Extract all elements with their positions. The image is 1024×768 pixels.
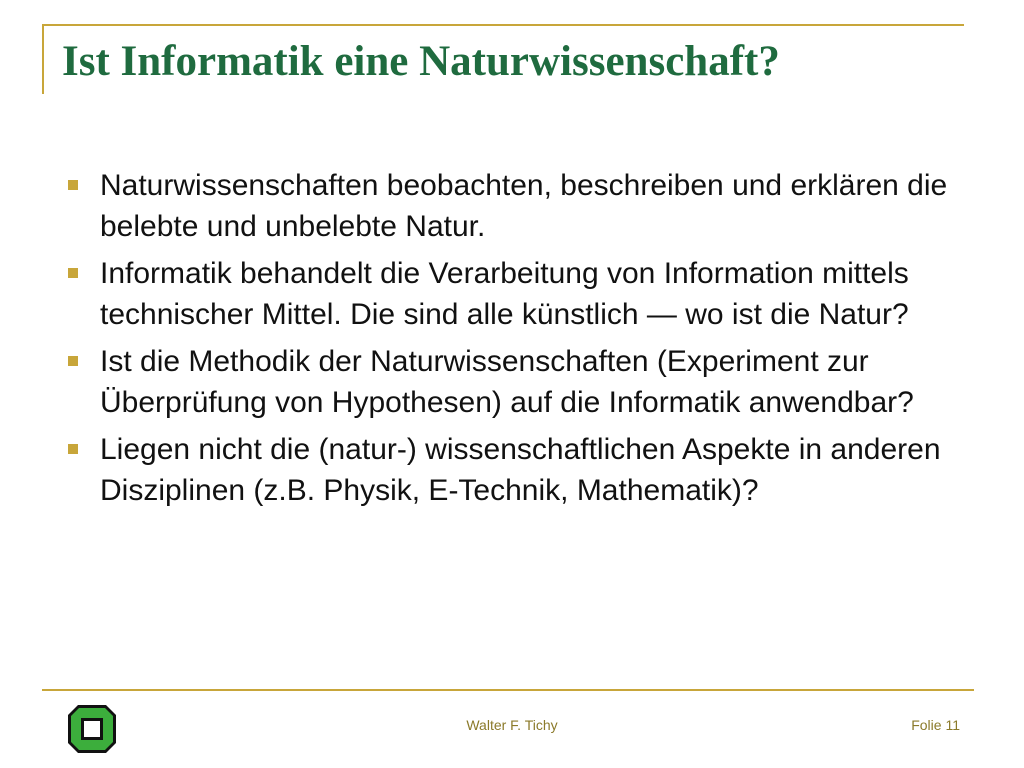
bullet-text: Informatik behandelt die Verarbeitung von Information mittels technischer Mittel. Die sind alle künstlich — wo ist die Natur?	[100, 257, 909, 331]
title-frame-left-line	[42, 24, 44, 94]
bullet-text: Liegen nicht die (natur-) wissenschaftlichen Aspekte in anderen Disziplinen (z.B. Physik, E-Technik, Mathematik)?	[100, 433, 941, 507]
square-bullet-icon	[68, 356, 78, 366]
slide-number: Folie 11	[911, 717, 960, 733]
bullet-text: Ist die Methodik der Naturwissenschaften (Experiment zur Überprüfung von Hypothesen) auf die Informatik anwendbar?	[100, 345, 914, 419]
slide-title: Ist Informatik eine Naturwissenschaft?	[62, 38, 780, 85]
footer-author: Walter F. Tichy	[466, 717, 558, 733]
bullet-list	[0, 165, 1024, 517]
footer-divider	[42, 689, 974, 691]
square-bullet-icon	[68, 268, 78, 278]
bullet-item	[0, 165, 1024, 247]
bullet-text: Naturwissenschaften beobachten, beschreiben und erklären die belebte und unbelebte Natur.	[100, 169, 948, 243]
bullet-item	[0, 429, 1024, 511]
title-frame-top-line	[42, 24, 964, 26]
bullet-item	[0, 341, 1024, 423]
bullet-item	[0, 253, 1024, 335]
square-bullet-icon	[68, 180, 78, 190]
square-bullet-icon	[68, 444, 78, 454]
